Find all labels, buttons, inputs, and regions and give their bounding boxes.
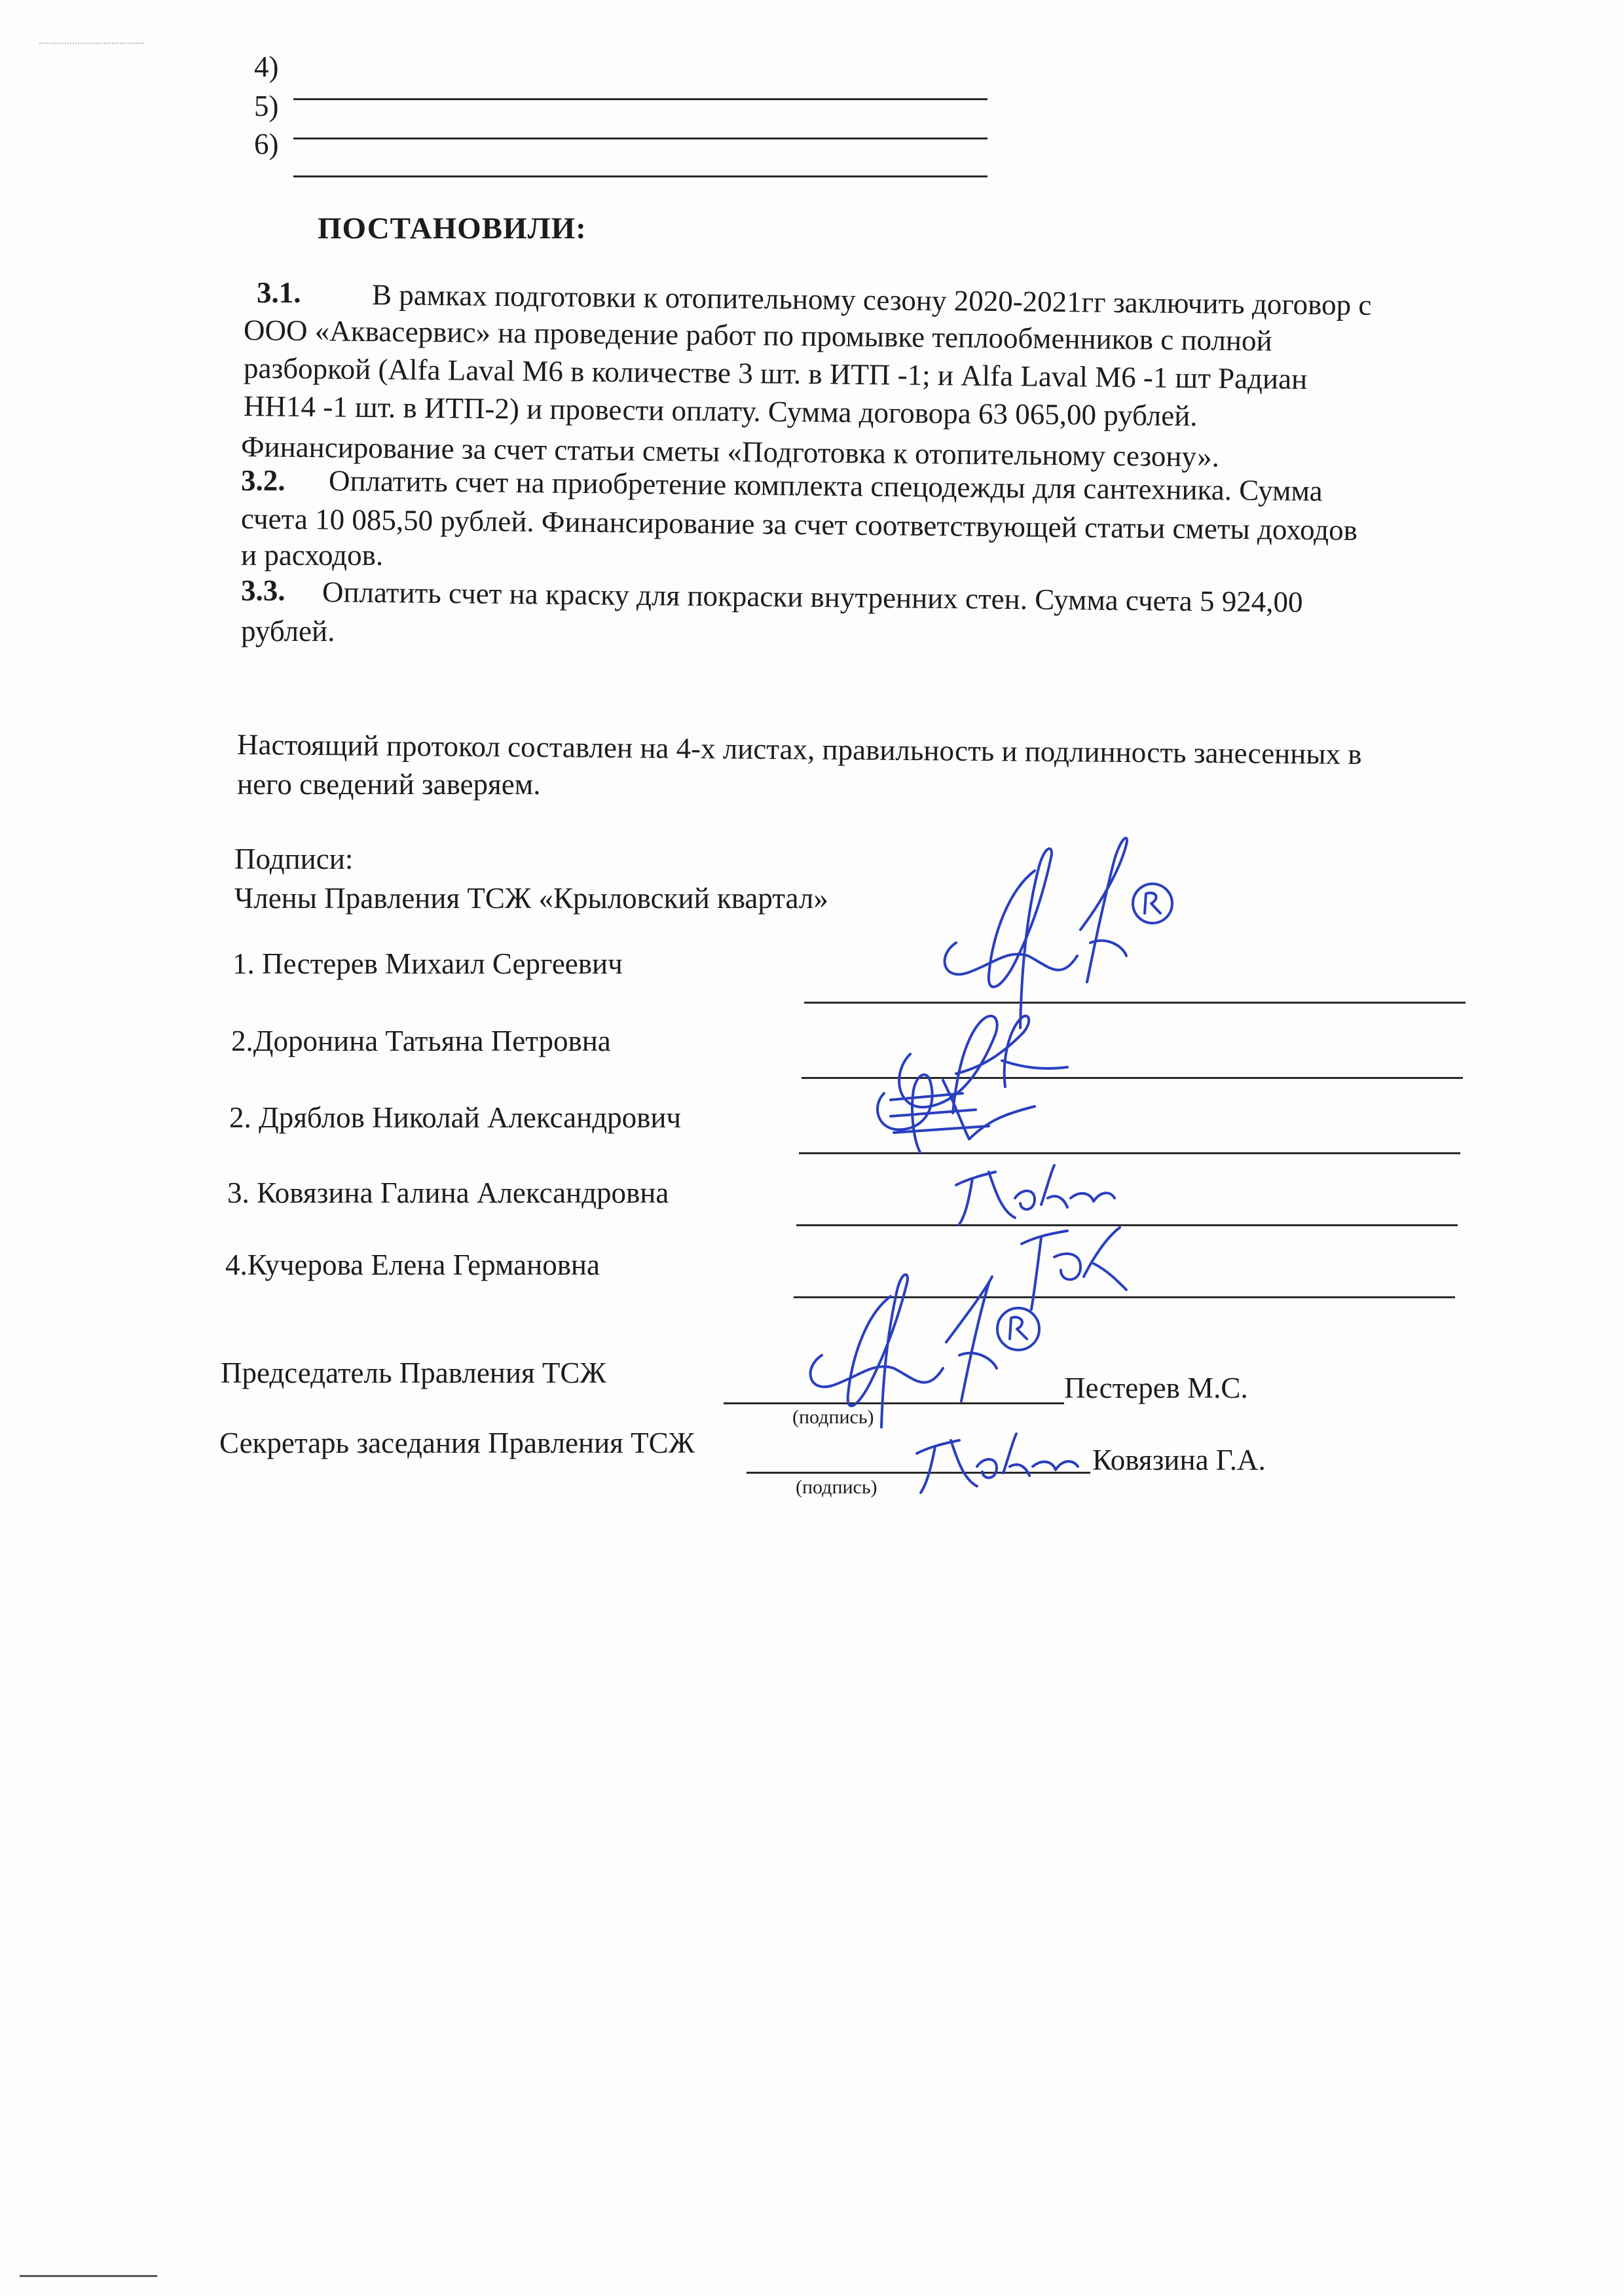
scan-mark [20, 2275, 157, 2277]
signature-secretary-kovyazina [904, 1424, 1087, 1496]
item-text-line: В рамках подготовки к отопительному сезону 2020-2021гг заключить договор с [371, 278, 1372, 321]
member-name: 2. Дряблов Николай Александрович [229, 1101, 682, 1134]
board-label: Члены Правления ТСЖ «Крыловский квартал» [234, 882, 828, 915]
member-name: 3. Ковязина Галина Александровна [227, 1176, 669, 1209]
member-name: 4.Кучерова Елена Германовна [225, 1248, 600, 1281]
item-text-line: Оплатить счет на краску для покраски внутренних стен. Сумма счета 5 924,00 [322, 575, 1303, 619]
resolved-heading: ПОСТАНОВИЛИ: [318, 211, 587, 246]
item-number: 3.1. [257, 276, 301, 309]
member-name: 1. Пестерев Михаил Сергеевич [232, 947, 623, 980]
secretary-role: Секретарь заседания Правления ТСЖ [219, 1427, 695, 1459]
secretary-name: Ковязина Г.А. [1092, 1444, 1266, 1476]
secretary-signature-caption: (подпись) [796, 1476, 877, 1498]
item-text-line: Оплатить счет на приобретение комплекта спецодежды для сантехника. Сумма [328, 464, 1323, 507]
item-text-line: ООО «Аквасервис» на проведение работ по промывке теплообменников с полной [243, 314, 1272, 357]
item-text-line: счета 10 085,50 рублей. Финансирование за счет соответствующей статьи сметы доходов [240, 502, 1358, 547]
item-number: 3.2. [241, 464, 286, 497]
signatures-label: Подписи: [234, 843, 354, 875]
signature-chairman-pesterev [792, 1270, 1067, 1434]
statement-text: него сведений заверяем. [237, 768, 541, 801]
item-text-line: Финансирование за счет статьи сметы «Подготовка к отопительному сезону». [240, 430, 1220, 473]
member-name: 2.Доронина Татьяна Петровна [231, 1025, 611, 1057]
chairman-name: Пестерев М.С. [1064, 1372, 1248, 1404]
item-text-line: и расходов. [241, 539, 384, 572]
scan-mark [39, 43, 144, 44]
attendee-blank-line [293, 98, 987, 100]
attendee-number: 6) [254, 128, 279, 160]
item-text-line: НН14 -1 шт. в ИТП-2) и провести оплату. Сумма договора 63 065,00 рублей. [243, 390, 1198, 433]
item-text-line: рублей. [241, 615, 335, 647]
chairman-signature-caption: (подпись) [792, 1406, 874, 1428]
item-number: 3.3. [241, 574, 286, 607]
signature-dryablov [864, 1054, 1080, 1159]
attendee-blank-line [293, 137, 987, 139]
item-text-line: разборкой (Alfa Laval M6 в количестве 3 шт. в ИТП -1; и Alfa Laval M6 -1 шт Радиан [243, 352, 1308, 396]
attendee-number: 4) [254, 50, 279, 83]
chairman-role: Председатель Правления ТСЖ [221, 1357, 606, 1389]
statement-text: Настоящий протокол составлен на 4-х листах, правильность и подлинность занесенных в [236, 728, 1362, 771]
attendee-number: 5) [254, 90, 279, 122]
attendee-blank-line [293, 175, 987, 177]
